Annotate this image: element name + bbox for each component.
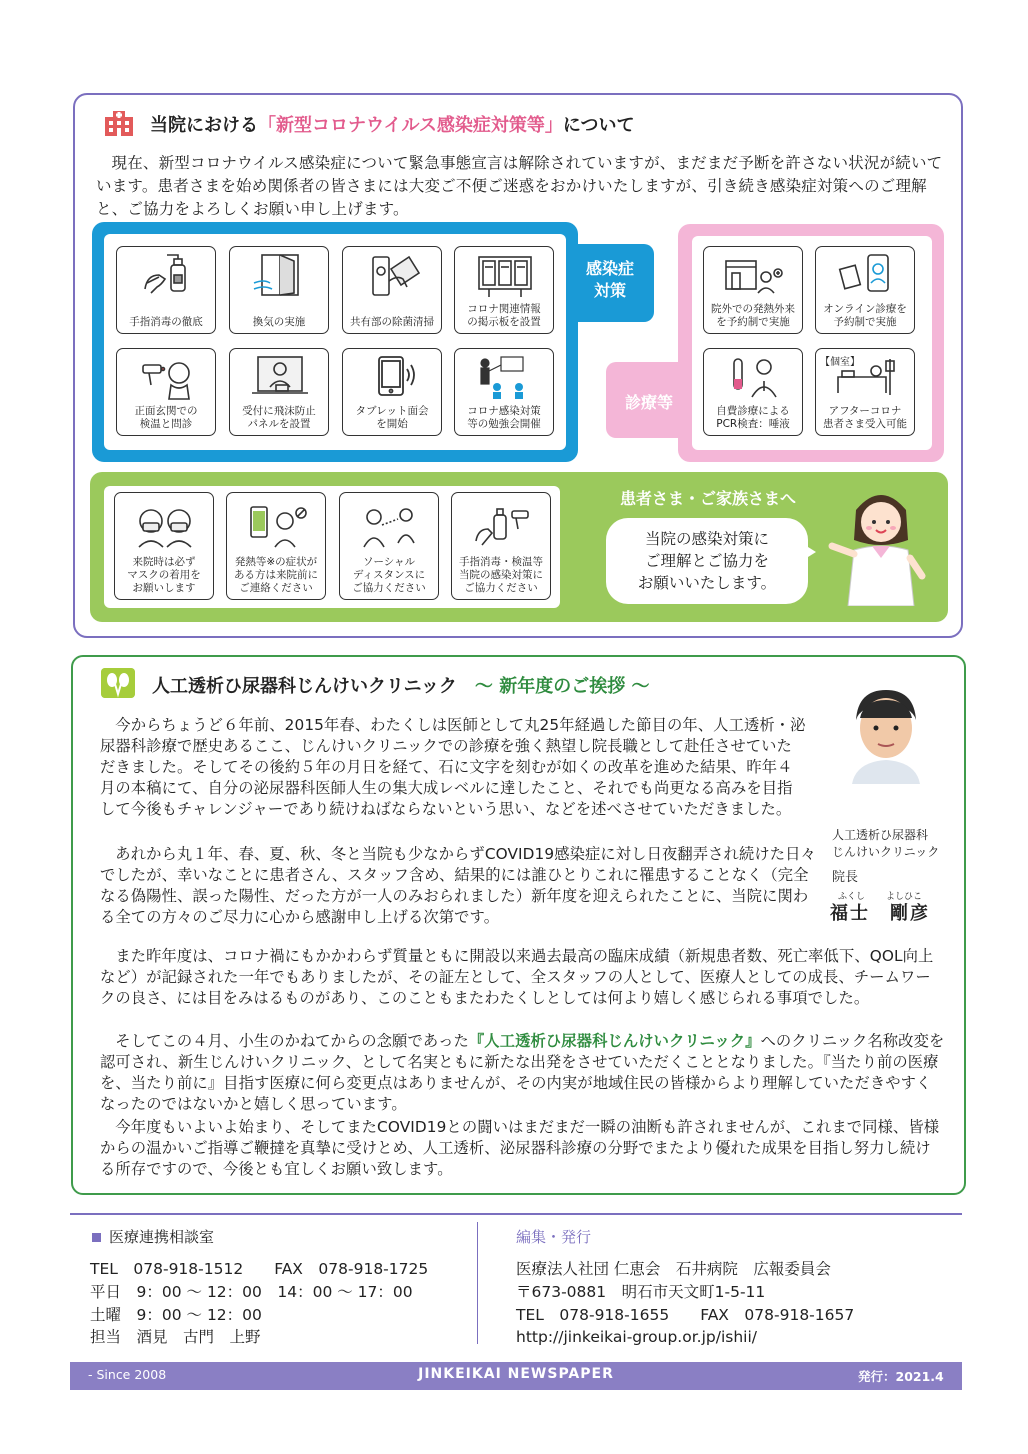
footer-column-divider bbox=[477, 1222, 478, 1344]
issue-date: 発行：2021.4 bbox=[858, 1369, 944, 1384]
tile-mask: 来院時は必ず マスクの着用を お願いします bbox=[114, 492, 214, 600]
greeting-paragraph-1: 今からちょうど６年前、2015年春、わたくしは医師として丸25年経過した節目の年、人工透析・泌尿器科診療で歴史あるここ、じんけいクリニックでの診療を強く熱望し院長職として赴任させていただきました。そしてその後約５年の月日を経て、石に文字を刻むが如くの改革を進めた結果、昨年４月の本稿にて、自分の泌尿器科医師人生の集大成レベルに達したこと、それでも尚更なる高みを目指して今後もチャレンジャーであり続けねばならないという思い、などを述べさせていただきました。 bbox=[100, 716, 806, 818]
bulletin-board-icon bbox=[475, 253, 535, 299]
tile-fever-outpatient: 院外での発熱外来 を予約制で実施 bbox=[703, 246, 803, 334]
phone-fever-icon bbox=[247, 501, 307, 551]
reception-panel-icon bbox=[250, 355, 310, 401]
tile-sanitize-temperature: 手指消毒・検温等 当院の感染対策に ご協力ください bbox=[451, 492, 551, 600]
patients-heading: 患者さま・ご家族さまへ bbox=[620, 489, 797, 508]
kidney-clinic-icon bbox=[101, 668, 135, 698]
greeting-subtitle: ～ 新年度のご挨拶 ～ bbox=[474, 676, 650, 697]
director-role: 院長 bbox=[832, 870, 859, 885]
tile-hand-sanitize: 手指消毒の徹底 bbox=[116, 246, 216, 334]
publisher-phone-fax: TEL 078-918-1655 FAX 078-918-1657 bbox=[516, 1306, 855, 1324]
publisher-url[interactable]: http://jinkeikai-group.or.jp/ishii/ bbox=[516, 1328, 757, 1346]
face-mask-icon bbox=[135, 501, 195, 551]
director-photo bbox=[842, 684, 930, 784]
greeting-paragraph-3: また昨年度は、コロナ禍にもかかわらず質量ともに開設以来過去最高の臨床成績（新規患者数、死亡率低下、QOL向上など）が記録された一年でもありましたが、その証左として、全スタッフの人として、医療人としての成長、チームワークの良さ、には目をみはるものがあり、このこともまたわたくしとしては何より嬉しく感じられる事項でした。 bbox=[100, 947, 934, 1007]
director-org-line1: 人工透析ひ尿器科 bbox=[832, 828, 929, 842]
director-name: 福士 剛彦 bbox=[830, 903, 930, 924]
tile-temperature-check: 正面玄関での 検温と問診 bbox=[116, 348, 216, 436]
publisher-name: 医療法人社団 仁恵会 石井病院 広報委員会 bbox=[516, 1260, 831, 1278]
outpatient-booth-icon bbox=[724, 253, 784, 299]
greeting-paragraph-5: 今年度もいよいよ始まり、そしてまたCOVID19との闘いはまだまだ一瞬の油断も許されませんが、これまで同様、皆様からの温かいご指導ご鞭撻を真摯に受けとめ、人工透析、泌尿器科診療の分野でまたより優れた成果を目指し努力し続ける所存ですので、今後とも宜しくお願い致します。 bbox=[100, 1118, 940, 1178]
social-distance-icon bbox=[360, 501, 420, 551]
new-clinic-name: 『人工透析ひ尿器科じんけいクリニック』 bbox=[468, 1032, 761, 1050]
director-ruby-given: よしひこ bbox=[886, 892, 923, 902]
tile-after-corona: 【個室】 アフターコロナ 患者さま受入可能 bbox=[815, 348, 915, 436]
greeting-paragraph-2: あれから丸１年、春、夏、秋、冬と当院も少なからずCOVID19感染症に対し日夜翻弄され続けた日々でしたが、幸いなことに患者さん、スタッフ含め、結果的には誰ひとりこれに罹患することなく（完全なる偽陽性、誤った陽性、だった方が一人のみおられました）新年度を迎えられたことに、当院に関わる全ての方々のご尽力に心から感謝申し上げる次第です。 bbox=[100, 845, 816, 926]
publisher-address: 〒673-0881 明石市天文町1-5-11 bbox=[516, 1283, 766, 1301]
title-highlight: 「新型コロナウイルス感染症対策等」 bbox=[258, 115, 563, 136]
liaison-weekday-hours: 平日 9：00 ～ 12：00 14：00 ～ 17：00 bbox=[90, 1283, 413, 1301]
private-room-bed-icon bbox=[836, 355, 896, 401]
tile-disinfect-cleaning: 共有部の除菌清掃 bbox=[342, 246, 442, 334]
hospital-icon bbox=[103, 109, 135, 137]
private-room-tag: 【個室】 bbox=[820, 357, 860, 368]
speech-bubble-text: 当院の感染対策に ご理解とご協力を お願いいたします。 bbox=[637, 530, 777, 592]
clinic-title: 人工透析ひ尿器科じんけいクリニック ～ 新年度のご挨拶 ～ bbox=[152, 676, 650, 697]
infection-label: 感染症 対策 bbox=[585, 259, 634, 300]
pcr-test-icon bbox=[724, 355, 784, 401]
study-session-icon bbox=[475, 355, 535, 401]
director-org-line2: じんけいクリニック bbox=[832, 845, 940, 859]
liaison-saturday-hours: 土曜 9：00 ～ 12：00 bbox=[90, 1306, 262, 1324]
nurse-illustration-icon bbox=[826, 480, 936, 606]
intro-paragraph: 現在、新型コロナウイルス感染症について緊急事態宣言は解除されていますが、まだまだ予断を許さない状況が続いています。患者さまを始め関係者の皆さまには大変ご不便ご迷惑をおかけいたしますが、引き続き感染症対策へのご理解と、ご協力をよろしくお願い申し上げます。 bbox=[96, 154, 943, 218]
online-consult-icon bbox=[836, 253, 896, 299]
tile-study-session: コロナ感染対策 等の勉強会開催 bbox=[454, 348, 554, 436]
wipe-door-handle-icon bbox=[363, 253, 423, 299]
window-ventilation-icon bbox=[250, 253, 310, 299]
hand-sanitizer-icon bbox=[137, 253, 197, 299]
tile-tablet-visit: タブレット面会 を開始 bbox=[342, 348, 442, 436]
tile-pcr-test: 自費診療による PCR検査：唾液 bbox=[703, 348, 803, 436]
footer-divider-line bbox=[70, 1213, 962, 1215]
liaison-phone-fax: TEL 078-918-1512 FAX 078-918-1725 bbox=[90, 1260, 429, 1278]
square-bullet-icon bbox=[92, 1233, 101, 1242]
liaison-office-heading: 医療連携相談室 bbox=[92, 1226, 214, 1247]
greeting-paragraph-4: そしてこの４月、小生のかねてからの念願であった『人工透析ひ尿器科じんけいクリニック』へのクリニック名称改変を認可され、新生じんけいクリニック、として名実ともに新たな出発をさせていただくこととなりました。『当たり前の医療を、当たり前に』目指す医療に何ら変更点はありませんが、その内実が地域住民の皆様からより理解していただきやすくなったのではないかと嬉しく思っています。 bbox=[100, 1032, 945, 1113]
publisher-heading: 編集・発行 bbox=[516, 1228, 592, 1246]
tile-fever-contact: 発熱等※の症状が ある方は来院前に ご連絡ください bbox=[226, 492, 326, 600]
sanitize-temperature-icon bbox=[472, 501, 532, 551]
newsletter-name: JINKEIKAI NEWSPAPER bbox=[418, 1366, 614, 1382]
since-label: - Since 2008 bbox=[88, 1367, 167, 1382]
tablet-icon bbox=[363, 355, 423, 401]
section-title: 当院における「新型コロナウイルス感染症対策等」について bbox=[150, 115, 635, 136]
liaison-staff: 担当 酒見 古門 上野 bbox=[90, 1328, 261, 1346]
medical-label: 診療等 bbox=[624, 393, 673, 412]
tile-ventilation: 換気の実施 bbox=[229, 246, 329, 334]
tile-online-consult: オンライン診療を 予約制で実施 bbox=[815, 246, 915, 334]
tile-bulletin-board: コロナ関連情報 の掲示板を設置 bbox=[454, 246, 554, 334]
director-ruby-family: ふくし bbox=[838, 892, 866, 902]
thermometer-check-icon bbox=[137, 355, 197, 401]
tile-splash-panel: 受付に飛沫防止 パネルを設置 bbox=[229, 348, 329, 436]
speech-bubble-tail bbox=[800, 542, 816, 562]
tile-social-distance: ソーシャル ディスタンスに ご協力ください bbox=[339, 492, 439, 600]
